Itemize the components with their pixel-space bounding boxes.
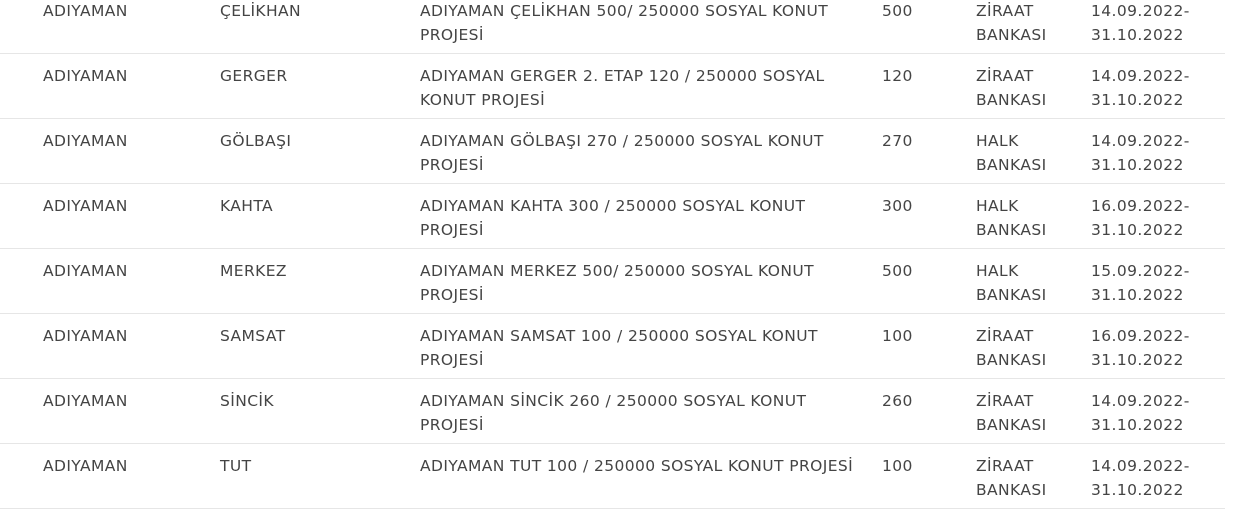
cell-district: SİNCİK: [220, 392, 274, 410]
cell-bank: HALK BANKASI: [976, 197, 1047, 239]
cell-district: MERKEZ: [220, 262, 287, 280]
cell-bank: HALK BANKASI: [976, 132, 1047, 174]
cell-project: ADIYAMAN SAMSAT 100 / 250000 SOSYAL KONUT PROJESİ: [420, 327, 818, 369]
cell-count: 300: [882, 197, 913, 215]
cell-count: 100: [882, 327, 913, 345]
cell-project: ADIYAMAN SİNCİK 260 / 250000 SOSYAL KONUT PROJESİ: [420, 392, 807, 434]
cell-province: ADIYAMAN: [43, 2, 128, 20]
cell-district: KAHTA: [220, 197, 274, 215]
cell-bank: ZİRAAT BANKASI: [976, 2, 1047, 44]
cell-date-range: 14.09.2022-31.10.2022: [1091, 132, 1190, 174]
table-row: [0, 314, 1225, 379]
cell-province: ADIYAMAN: [43, 197, 128, 215]
cell-project: ADIYAMAN GÖLBAŞI 270 / 250000 SOSYAL KONUT PROJESİ: [420, 132, 824, 174]
cell-district: TUT: [220, 457, 252, 475]
cell-province: ADIYAMAN: [43, 132, 128, 150]
cell-count: 260: [882, 392, 913, 410]
cell-bank: ZİRAAT BANKASI: [976, 67, 1047, 109]
cell-project: ADIYAMAN GERGER 2. ETAP 120 / 250000 SOSYAL KONUT PROJESİ: [420, 67, 825, 109]
cell-date-range: 14.09.2022-31.10.2022: [1091, 2, 1190, 44]
table-row: [0, 444, 1225, 509]
cell-count: 120: [882, 67, 913, 85]
cell-district: GÖLBAŞI: [220, 132, 292, 150]
cell-project: ADIYAMAN ÇELİKHAN 500/ 250000 SOSYAL KONUT PROJESİ: [420, 2, 829, 44]
cell-project: ADIYAMAN TUT 100 / 250000 SOSYAL KONUT PROJESİ: [420, 457, 854, 475]
table-row: [0, 249, 1225, 314]
table-row: [0, 54, 1225, 119]
cell-province: ADIYAMAN: [43, 262, 128, 280]
cell-date-range: 14.09.2022-31.10.2022: [1091, 392, 1190, 434]
cell-count: 270: [882, 132, 913, 150]
table-row: [0, 0, 1225, 54]
cell-district: ÇELİKHAN: [220, 2, 302, 20]
cell-date-range: 15.09.2022-31.10.2022: [1091, 262, 1190, 304]
cell-bank: ZİRAAT BANKASI: [976, 457, 1047, 499]
table-row: [0, 119, 1225, 184]
cell-project: ADIYAMAN KAHTA 300 / 250000 SOSYAL KONUT PROJESİ: [420, 197, 806, 239]
table-row: [0, 184, 1225, 249]
cell-date-range: 14.09.2022-31.10.2022: [1091, 67, 1190, 109]
cell-district: SAMSAT: [220, 327, 286, 345]
cell-date-range: 16.09.2022-31.10.2022: [1091, 197, 1190, 239]
cell-province: ADIYAMAN: [43, 67, 128, 85]
cell-district: GERGER: [220, 67, 288, 85]
cell-province: ADIYAMAN: [43, 327, 128, 345]
cell-count: 500: [882, 2, 913, 20]
table-row: [0, 379, 1225, 444]
cell-count: 100: [882, 457, 913, 475]
cell-province: ADIYAMAN: [43, 392, 128, 410]
cell-bank: ZİRAAT BANKASI: [976, 327, 1047, 369]
cell-date-range: 14.09.2022-31.10.2022: [1091, 457, 1190, 499]
cell-date-range: 16.09.2022-31.10.2022: [1091, 327, 1190, 369]
cell-bank: ZİRAAT BANKASI: [976, 392, 1047, 434]
cell-count: 500: [882, 262, 913, 280]
cell-bank: HALK BANKASI: [976, 262, 1047, 304]
cell-project: ADIYAMAN MERKEZ 500/ 250000 SOSYAL KONUT PROJESİ: [420, 262, 814, 304]
cell-province: ADIYAMAN: [43, 457, 128, 475]
